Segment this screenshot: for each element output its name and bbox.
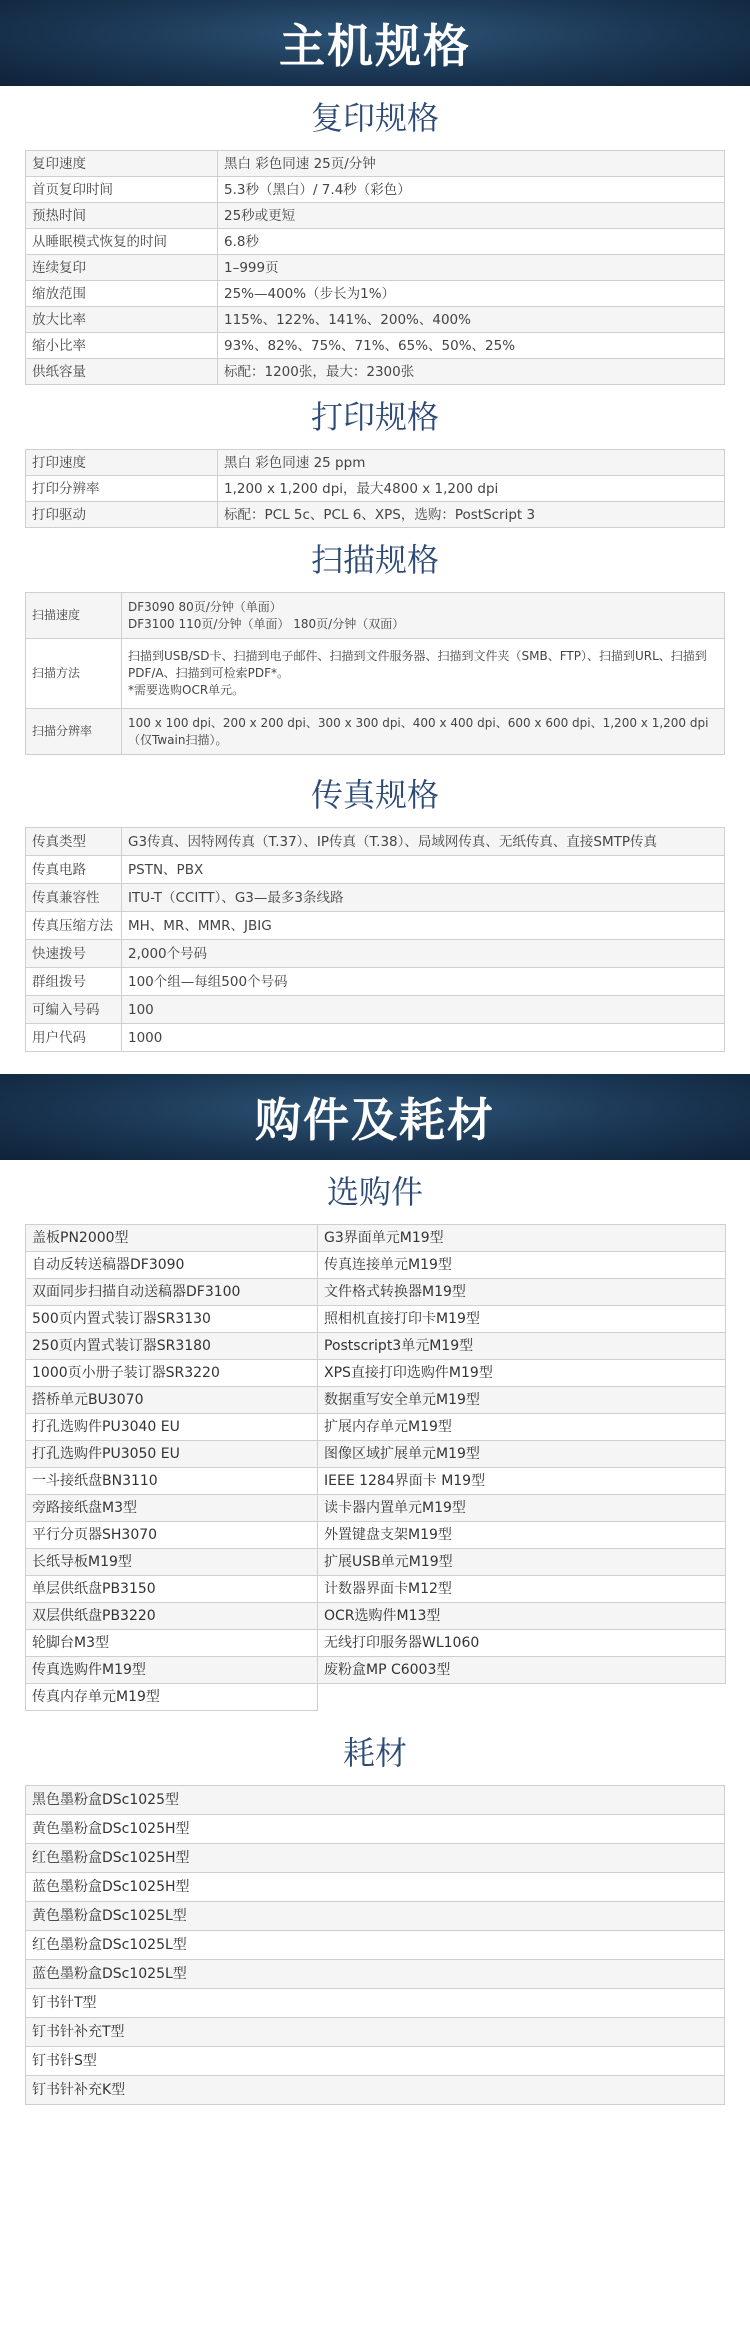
table-row xyxy=(26,2076,725,2105)
spec-label: 打印驱动 xyxy=(26,502,218,528)
banner-main-spec: 主机规格 xyxy=(0,0,750,86)
table-row xyxy=(26,1279,726,1306)
table-row xyxy=(26,151,725,177)
consumable-item: 钉书针T型 xyxy=(26,1989,725,2018)
scan-res-label: 扫描分辨率 xyxy=(26,709,122,755)
table-row xyxy=(26,884,725,912)
spec-label: 打印分辨率 xyxy=(26,476,218,502)
scan-res-value: 100 x 100 dpi、200 x 200 dpi、300 x 300 dpi、400 x 400 dpi、600 x 600 dpi、1,200 x 1,200 dpi（仅Twain扫描）。 xyxy=(122,709,725,755)
scan-speed-line2: DF3100 110页/分钟（单面） 180页/分钟（双面） xyxy=(128,616,405,631)
section-title-scan: 扫描规格 xyxy=(310,541,439,579)
spacer xyxy=(0,1052,750,1074)
table-row xyxy=(26,1603,726,1630)
option-item: 250页内置式装订器SR3180 xyxy=(26,1333,318,1360)
table-row xyxy=(26,1414,726,1441)
table-row xyxy=(26,1576,726,1603)
option-item: 数据重写安全单元M19型 xyxy=(318,1387,726,1414)
option-item: 计数器界面卡M12型 xyxy=(318,1576,726,1603)
option-item: OCR选购件M13型 xyxy=(318,1603,726,1630)
option-item: Postscript3单元M19型 xyxy=(318,1333,726,1360)
consumable-item: 黄色墨粉盒DSc1025L型 xyxy=(26,1902,725,1931)
spec-value: 6.8秒 xyxy=(218,229,725,255)
scan-method-note: *需要选购OCR单元。 xyxy=(128,683,245,697)
spec-value: 100个组—每组500个号码 xyxy=(122,968,725,996)
spec-label: 传真兼容性 xyxy=(26,884,122,912)
spec-value: 2,000个号码 xyxy=(122,940,725,968)
option-item: 扩展USB单元M19型 xyxy=(318,1549,726,1576)
spec-label: 放大比率 xyxy=(26,307,218,333)
spec-value: 115%、122%、141%、200%、400% xyxy=(218,307,725,333)
table-row xyxy=(26,1333,726,1360)
spec-label: 快速拨号 xyxy=(26,940,122,968)
table-row xyxy=(26,1902,725,1931)
banner-options-consumables: 购件及耗材 xyxy=(0,1074,750,1160)
table-row xyxy=(26,1989,725,2018)
table-row xyxy=(26,229,725,255)
table-row xyxy=(26,255,725,281)
spec-label: 可编入号码 xyxy=(26,996,122,1024)
fax-spec-table xyxy=(25,827,725,1052)
table-row xyxy=(26,1684,726,1711)
print-spec-table xyxy=(25,449,725,528)
spec-value: 5.3秒（黑白）/ 7.4秒（彩色） xyxy=(218,177,725,203)
table-row xyxy=(26,333,725,359)
table-row xyxy=(26,1468,726,1495)
table-row xyxy=(26,1815,725,1844)
spec-value: 黑白 彩色同速 25页/分钟 xyxy=(218,151,725,177)
table-row xyxy=(26,1252,726,1279)
option-item: 双面同步扫描自动送稿器DF3100 xyxy=(26,1279,318,1306)
spec-value: 1000 xyxy=(122,1024,725,1052)
consumable-item: 红色墨粉盒DSc1025L型 xyxy=(26,1931,725,1960)
spec-label: 缩放范围 xyxy=(26,281,218,307)
section-title-consumables: 耗材 xyxy=(342,1734,407,1772)
table-row xyxy=(26,2047,725,2076)
option-item: 盖板PN2000型 xyxy=(26,1225,318,1252)
table-row xyxy=(26,593,725,639)
option-item: 旁路接纸盘M3型 xyxy=(26,1495,318,1522)
empty-cell xyxy=(318,1684,726,1711)
table-row xyxy=(26,1024,725,1052)
table-row xyxy=(26,177,725,203)
table-row xyxy=(26,1549,726,1576)
scan-method-value xyxy=(122,639,725,709)
table-row xyxy=(26,1657,726,1684)
table-row xyxy=(26,1630,726,1657)
spec-value: G3传真、因特网传真（T.37）、IP传真（T.38）、局域网传真、无纸传真、直接SMTP传真 xyxy=(122,828,725,856)
option-item: 轮脚台M3型 xyxy=(26,1630,318,1657)
consumable-item: 钉书针补充T型 xyxy=(26,2018,725,2047)
spec-label: 缩小比率 xyxy=(26,333,218,359)
table-row xyxy=(26,1306,726,1333)
spec-value: 25秒或更短 xyxy=(218,203,725,229)
option-item: G3界面单元M19型 xyxy=(318,1225,726,1252)
spec-label: 打印速度 xyxy=(26,450,218,476)
spec-value: 标配：PCL 5c、PCL 6、XPS，选购：PostScript 3 xyxy=(218,502,725,528)
spec-label: 连续复印 xyxy=(26,255,218,281)
option-item: 废粉盒MP C6003型 xyxy=(318,1657,726,1684)
consumable-item: 黑色墨粉盒DSc1025型 xyxy=(26,1786,725,1815)
table-row xyxy=(26,968,725,996)
consumable-item: 钉书针补充K型 xyxy=(26,2076,725,2105)
table-row xyxy=(26,1931,725,1960)
table-row xyxy=(26,1225,726,1252)
spec-label: 传真电路 xyxy=(26,856,122,884)
option-item: 外置键盘支架M19型 xyxy=(318,1522,726,1549)
table-row xyxy=(26,1960,725,1989)
table-row xyxy=(26,281,725,307)
option-item: 单层供纸盘PB3150 xyxy=(26,1576,318,1603)
table-row xyxy=(26,1441,726,1468)
option-item: 平行分页器SH3070 xyxy=(26,1522,318,1549)
spec-label: 传真压缩方法 xyxy=(26,912,122,940)
scan-speed-value xyxy=(122,593,725,639)
spec-label: 预热时间 xyxy=(26,203,218,229)
spec-value: 93%、82%、75%、71%、65%、50%、25% xyxy=(218,333,725,359)
table-row xyxy=(26,856,725,884)
option-item: 传真连接单元M19型 xyxy=(318,1252,726,1279)
spec-label: 用户代码 xyxy=(26,1024,122,1052)
spec-value: MH、MR、MMR、JBIG xyxy=(122,912,725,940)
table-row xyxy=(26,307,725,333)
section-title-options: 选购件 xyxy=(326,1173,423,1211)
option-item: 无线打印服务器WL1060 xyxy=(318,1630,726,1657)
consumable-item: 钉书针S型 xyxy=(26,2047,725,2076)
option-item: 双层供纸盘PB3220 xyxy=(26,1603,318,1630)
consumable-item: 蓝色墨粉盒DSc1025H型 xyxy=(26,1873,725,1902)
section-title-print: 打印规格 xyxy=(310,398,439,436)
options-table xyxy=(25,1224,726,1711)
section-title-copy: 复印规格 xyxy=(310,99,439,137)
scan-speed-label: 扫描速度 xyxy=(26,593,122,639)
section-title-fax: 传真规格 xyxy=(310,776,439,814)
table-row xyxy=(26,476,725,502)
table-row xyxy=(26,203,725,229)
consumable-item: 红色墨粉盒DSc1025H型 xyxy=(26,1844,725,1873)
table-row xyxy=(26,940,725,968)
table-row xyxy=(26,1360,726,1387)
option-item: 自动反转送稿器DF3090 xyxy=(26,1252,318,1279)
option-item: 一斗接纸盘BN3110 xyxy=(26,1468,318,1495)
table-row xyxy=(26,996,725,1024)
spec-value: 黑白 彩色同速 25 ppm xyxy=(218,450,725,476)
option-item: IEEE 1284界面卡 M19型 xyxy=(318,1468,726,1495)
option-item: 搭桥单元BU3070 xyxy=(26,1387,318,1414)
spec-label: 复印速度 xyxy=(26,151,218,177)
spec-label: 传真类型 xyxy=(26,828,122,856)
table-row xyxy=(26,1495,726,1522)
option-item: 扩展内存单元M19型 xyxy=(318,1414,726,1441)
spec-label: 首页复印时间 xyxy=(26,177,218,203)
spec-label: 群组拨号 xyxy=(26,968,122,996)
table-row xyxy=(26,1873,725,1902)
option-item: 打孔选购件PU3040 EU xyxy=(26,1414,318,1441)
table-row xyxy=(26,1844,725,1873)
option-item: XPS直接打印选购件M19型 xyxy=(318,1360,726,1387)
consumables-table xyxy=(25,1785,725,2105)
table-row xyxy=(26,1786,725,1815)
option-item: 读卡器内置单元M19型 xyxy=(318,1495,726,1522)
consumable-item: 黄色墨粉盒DSc1025H型 xyxy=(26,1815,725,1844)
table-row xyxy=(26,709,725,755)
table-row xyxy=(26,359,725,385)
spec-value: PSTN、PBX xyxy=(122,856,725,884)
scan-method-text: 扫描到USB/SD卡、扫描到电子邮件、扫描到文件服务器、扫描到文件夹（SMB、FTP）、扫描到URL、扫描到PDF/A、扫描到可检索PDF*。 xyxy=(128,649,707,680)
table-row xyxy=(26,828,725,856)
scan-spec-table xyxy=(25,592,725,755)
table-row xyxy=(26,1522,726,1549)
spec-value: 1–999页 xyxy=(218,255,725,281)
option-item: 图像区域扩展单元M19型 xyxy=(318,1441,726,1468)
table-row xyxy=(26,1387,726,1414)
spacer xyxy=(0,1711,750,1721)
table-row xyxy=(26,639,725,709)
table-row xyxy=(26,2018,725,2047)
option-item: 长纸导板M19型 xyxy=(26,1549,318,1576)
scan-method-label: 扫描方法 xyxy=(26,639,122,709)
table-row xyxy=(26,912,725,940)
spec-value: 1,200 x 1,200 dpi，最大4800 x 1,200 dpi xyxy=(218,476,725,502)
spec-value: 标配：1200张，最大：2300张 xyxy=(218,359,725,385)
option-item: 文件格式转换器M19型 xyxy=(318,1279,726,1306)
copy-spec-table xyxy=(25,150,725,385)
option-item: 500页内置式装订器SR3130 xyxy=(26,1306,318,1333)
option-item: 1000页小册子装订器SR3220 xyxy=(26,1360,318,1387)
option-item: 传真选购件M19型 xyxy=(26,1657,318,1684)
spec-value: 100 xyxy=(122,996,725,1024)
consumable-item: 蓝色墨粉盒DSc1025L型 xyxy=(26,1960,725,1989)
spec-label: 从睡眠模式恢复的时间 xyxy=(26,229,218,255)
spec-value: 25%—400%（步长为1%） xyxy=(218,281,725,307)
table-row xyxy=(26,450,725,476)
spec-value: ITU-T（CCITT）、G3—最多3条线路 xyxy=(122,884,725,912)
scan-speed-line1: DF3090 80页/分钟（单面） xyxy=(128,599,282,614)
spec-label: 供纸容量 xyxy=(26,359,218,385)
option-item: 传真内存单元M19型 xyxy=(26,1684,318,1711)
option-item: 打孔选购件PU3050 EU xyxy=(26,1441,318,1468)
option-item: 照相机直接打印卡M19型 xyxy=(318,1306,726,1333)
table-row xyxy=(26,502,725,528)
